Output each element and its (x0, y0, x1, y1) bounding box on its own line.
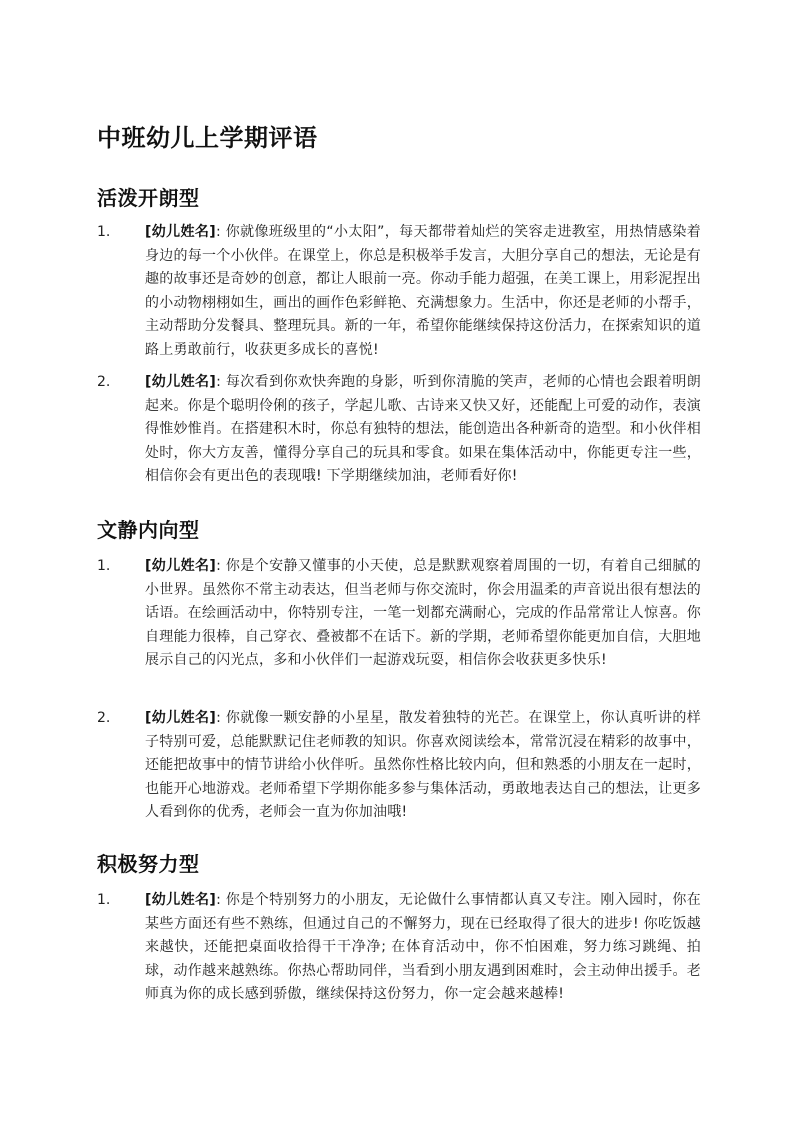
list-item (97, 371, 701, 489)
list-item-text (145, 889, 701, 1007)
list-item (97, 707, 701, 825)
child-name-placeholder: [幼儿姓名] (145, 374, 217, 390)
child-name-placeholder: [幼儿姓名] (145, 892, 217, 908)
list-item-text (145, 221, 701, 363)
list-item-number: 1. (97, 558, 111, 574)
list-item-number: 2. (97, 374, 111, 390)
comment-text: : 每次看到你欢快奔跑的身影，听到你清脆的笑声，老师的心情也会跟着明朗起来。你是个聪明伶俐的孩子，学起儿歌、古诗来又快又好，还能配上可爱的动作，表演得惟妙惟肖。在搭建积木时，你总有独特的想法，能创造出各种新奇的造型。和小伙伴相处时，你大方友善，懂得分享自己的玩具和零食。如果在集体活动中，你能更专注一些，相信你会有更出色的表现哦! 下学期继续加油，老师看好你! (145, 374, 701, 485)
section-heading-lively: 活泼开朗型 (97, 186, 200, 210)
child-name-placeholder: [幼儿姓名] (145, 558, 217, 574)
list-item-number: 1. (97, 892, 111, 908)
list-item-number: 2. (97, 710, 111, 726)
section-heading-diligent: 积极努力型 (97, 852, 200, 876)
list-item-text (145, 707, 701, 825)
comment-text: : 你是个特别努力的小朋友，无论做什么事情都认真又专注。刚入园时，你在某些方面还有些不熟练，但通过自己的不懈努力，现在已经取得了很大的进步! 你吃饭越来越快，还能把桌面收拾得干干净净; 在体育活动中，你不怕困难，努力练习跳绳、拍球，动作越来越熟练。你热心帮助同伴，当看到小朋友遇到困难时，会主动伸出援手。老师真为你的成长感到骄傲，继续保持这份努力，你一定会越来越棒! (145, 892, 701, 1003)
list-item (97, 555, 701, 673)
child-name-placeholder: [幼儿姓名] (145, 224, 216, 240)
comment-text: : 你是个安静又懂事的小天使，总是默默观察着周围的一切，有着自己细腻的小世界。虽然你不常主动表达，但当老师与你交流时，你会用温柔的声音说出很有想法的话语。在绘画活动中，你特别专注，一笔一划都充满耐心，完成的作品常常让人惊喜。你自理能力很棒，自己穿衣、叠被都不在话下。新的学期，老师希望你能更加自信，大胆地展示自己的闪光点，多和小伙伴们一起游戏玩耍，相信你会收获更多快乐! (145, 558, 701, 669)
list-item (97, 889, 701, 1007)
list-item (97, 221, 701, 363)
comment-text: : 你就像一颗安静的小星星，散发着独特的光芒。在课堂上，你认真听讲的样子特别可爱，总能默默记住老师教的知识。你喜欢阅读绘本，常常沉浸在精彩的故事中，还能把故事中的情节讲给小伙伴听。虽然你性格比较内向，但和熟悉的小朋友在一起时，也能开心地游戏。老师希望下学期你能多参与集体活动，勇敢地表达自己的想法，让更多人看到你的优秀，老师会一直为你加油哦! (145, 710, 701, 821)
comment-text: : 你就像班级里的“小太阳”，每天都带着灿烂的笑容走进教室，用热情感染着身边的每一个小伙伴。在课堂上，你总是积极举手发言，大胆分享自己的想法，无论是有趣的故事还是奇妙的创意，都让人眼前一亮。你动手能力超强，在美工课上，用彩泥捏出的小动物栩栩如生，画出的画作色彩鲜艳、充满想象力。生活中，你还是老师的小帮手，主动帮助分发餐具、整理玩具。新的一年，希望你能继续保持这份活力，在探索知识的道路上勇敢前行，收获更多成长的喜悦! (145, 224, 702, 358)
list-item-text (145, 371, 701, 489)
document-title: 中班幼儿上学期评语 (97, 124, 318, 152)
list-item-text (145, 555, 701, 673)
list-item-number: 1. (97, 224, 111, 240)
child-name-placeholder: [幼儿姓名] (145, 710, 217, 726)
section-heading-quiet: 文静内向型 (97, 518, 200, 542)
